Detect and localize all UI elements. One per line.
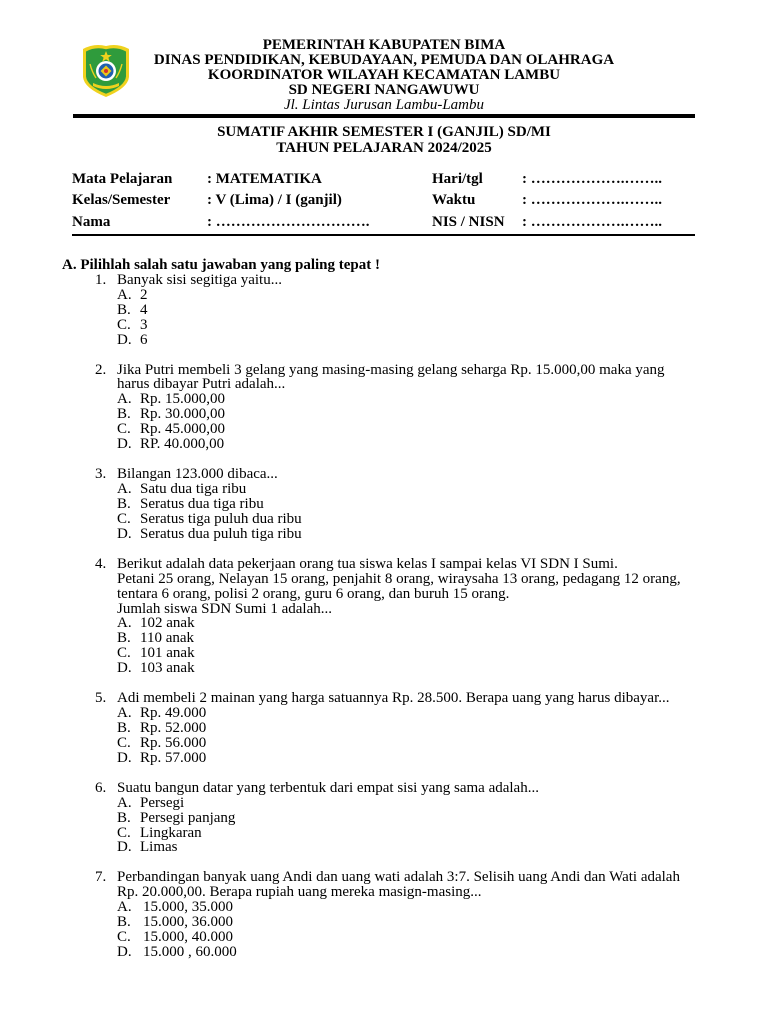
question-text: Perbandingan banyak uang Andi dan uang wati adalah 3:7. Selisih uang Andi dan Wati adalah [117, 869, 680, 886]
option-letter: C. [117, 824, 131, 841]
coordinator-name: KOORDINATOR WILAYAH KECAMATAN LAMBU [207, 67, 561, 83]
question-text: Adi membeli 2 mainan yang harga satuannya Rp. 28.500. Berapa uang yang harus dibayar... [117, 690, 670, 707]
option-c [117, 422, 665, 437]
option-c [117, 318, 282, 333]
option-text: 15.000, 35.000 [143, 899, 233, 916]
option-letter: C. [117, 645, 131, 662]
time-label: Waktu [432, 192, 476, 208]
option-text: Limas [140, 839, 178, 856]
question-number: 3. [95, 466, 107, 483]
question-text: tentara 6 orang, polisi 2 orang, guru 6 orang, dan buruh 15 orang. [117, 585, 510, 602]
question-number: 2. [95, 361, 107, 378]
option-letter: D. [117, 525, 132, 542]
exam-title: SUMATIF AKHIR SEMESTER I (GANJIL) SD/MI [217, 124, 551, 140]
class-label: Kelas/Semester [72, 192, 171, 208]
option-text: Rp. 56.000 [140, 734, 207, 751]
option-text: Rp. 52.000 [140, 720, 207, 736]
option-text: Rp. 45.000,00 [140, 421, 226, 438]
option-text: Persegi [140, 794, 185, 811]
question-number: 1. [95, 271, 107, 288]
option-text: 2 [140, 286, 148, 303]
option-text: 15.000, 36.000 [143, 914, 233, 931]
option-d [117, 527, 302, 542]
student-id-label: NIS / NISN [432, 214, 505, 230]
option-a [117, 392, 665, 407]
question-7 [0, 870, 768, 960]
option-b [117, 303, 282, 318]
option-c [117, 826, 539, 841]
option-letter: A. [117, 481, 132, 498]
question-body [117, 781, 539, 856]
option-text: 110 anak [140, 630, 195, 647]
option-a [117, 288, 282, 303]
day-value: : ……………….…….. [522, 171, 662, 187]
option-c [117, 646, 681, 661]
class-value: : V (Lima) / I (ganjil) [207, 192, 342, 208]
option-letter: D. [117, 331, 132, 348]
option-text: 6 [140, 331, 148, 348]
day-label: Hari/tgl [432, 171, 483, 187]
question-body [117, 691, 670, 766]
option-letter: B. [117, 809, 131, 826]
subject-value: : MATEMATIKA [207, 171, 322, 187]
option-letter: B. [117, 630, 131, 647]
question-number: 6. [95, 779, 107, 796]
letterhead-divider [73, 114, 695, 118]
option-letter: A. [117, 705, 132, 722]
info-row-subject [0, 172, 768, 187]
question-1 [0, 273, 768, 348]
section-a [0, 258, 768, 975]
option-letter: C. [117, 316, 131, 333]
government-name: PEMERINTAH KABUPATEN BIMA [262, 37, 506, 53]
question-text: Petani 25 orang, Nelayan 15 orang, penjahit 8 orang, wiraysaha 13 orang, pedagang 12 orang, [117, 570, 681, 587]
option-text: Seratus tiga puluh dua ribu [140, 510, 302, 527]
question-2 [0, 363, 768, 453]
option-b [117, 915, 680, 930]
option-text: 15.000 , 60.000 [143, 944, 237, 961]
question-3 [0, 467, 768, 542]
question-text: Jika Putri membeli 3 gelang yang masing-masing gelang seharga Rp. 15.000,00 maka yang [117, 361, 665, 378]
option-text: 4 [140, 301, 148, 318]
option-letter: B. [117, 406, 131, 423]
section-a-title: A. Pilihlah salah satu jawaban yang paling tepat ! [62, 257, 380, 273]
option-b [117, 497, 302, 512]
option-letter: A. [117, 286, 132, 303]
info-divider [72, 234, 695, 236]
option-letter: B. [117, 720, 131, 736]
option-text: Rp. 57.000 [140, 749, 207, 766]
question-body [117, 363, 665, 453]
option-b [117, 811, 539, 826]
option-text: Rp. 30.000,00 [140, 406, 226, 423]
option-d [117, 840, 539, 855]
option-c [117, 512, 302, 527]
option-text: Rp. 49.000 [140, 705, 207, 722]
option-letter: A. [117, 899, 132, 916]
question-body [117, 467, 302, 542]
option-b [117, 631, 681, 646]
option-letter: D. [117, 944, 132, 961]
option-text: 103 anak [140, 660, 195, 677]
student-id-value: : ……………….…….. [522, 214, 662, 230]
option-letter: C. [117, 510, 131, 527]
info-row-class [0, 193, 768, 208]
option-a [117, 796, 539, 811]
option-text: Rp. 15.000,00 [140, 391, 226, 408]
option-letter: C. [117, 734, 131, 751]
school-name: SD NEGERI NANGAWUWU [288, 82, 480, 98]
question-text: Bilangan 123.000 dibaca... [117, 466, 278, 483]
department-name: DINAS PENDIDIKAN, KEBUDAYAAN, PEMUDA DAN OLAHRAGA [153, 52, 615, 68]
question-text: harus dibayar Putri adalah... [117, 376, 286, 393]
option-letter: D. [117, 839, 132, 856]
time-value: : ……………….…….. [522, 192, 662, 208]
question-body [117, 273, 282, 348]
option-a [117, 900, 680, 915]
option-text: Lingkaran [140, 824, 202, 841]
option-text: Seratus dua tiga ribu [140, 495, 264, 512]
option-letter: A. [117, 794, 132, 811]
option-letter: C. [117, 929, 131, 946]
option-text: 101 anak [140, 645, 195, 662]
option-d [117, 751, 670, 766]
school-address: Jl. Lintas Jurusan Lambu-Lambu [283, 97, 485, 113]
question-body [117, 557, 681, 677]
option-text: 102 anak [140, 615, 195, 632]
option-d [117, 437, 665, 452]
question-6 [0, 781, 768, 856]
option-letter: D. [117, 749, 132, 766]
option-c [117, 736, 670, 751]
option-letter: A. [117, 615, 132, 632]
question-number: 5. [95, 690, 107, 707]
academic-year: TAHUN PELAJARAN 2024/2025 [276, 140, 492, 156]
option-b [117, 721, 670, 736]
question-number: 7. [95, 869, 107, 886]
option-a [117, 706, 670, 721]
question-text: Suatu bangun datar yang terbentuk dari empat sisi yang sama adalah... [117, 779, 539, 796]
option-a [117, 616, 681, 631]
option-letter: D. [117, 660, 132, 677]
name-label: Nama [72, 214, 111, 230]
option-text: 15.000, 40.000 [143, 929, 233, 946]
option-text: RP. 40.000,00 [140, 436, 225, 453]
option-text: Seratus dua puluh tiga ribu [140, 525, 302, 542]
option-d [117, 333, 282, 348]
question-5 [0, 691, 768, 766]
option-letter: B. [117, 914, 131, 931]
option-letter: A. [117, 391, 132, 408]
question-text: Jumlah siswa SDN Sumi 1 adalah... [117, 600, 332, 617]
option-letter: B. [117, 495, 131, 512]
subject-label: Mata Pelajaran [72, 171, 173, 187]
question-text: Rp. 20.000,00. Berapa rupiah uang mereka masign-masing... [117, 884, 482, 901]
option-text: 3 [140, 316, 148, 333]
question-4 [0, 557, 768, 677]
option-d [117, 661, 681, 676]
option-c [117, 930, 680, 945]
info-row-name [0, 215, 768, 230]
letterhead [0, 38, 768, 113]
question-text: Banyak sisi segitiga yaitu... [117, 271, 282, 288]
option-text: Satu dua tiga ribu [140, 481, 247, 498]
question-body [117, 870, 680, 960]
option-b [117, 407, 665, 422]
option-text: Persegi panjang [140, 809, 236, 826]
option-d [117, 945, 680, 960]
option-letter: D. [117, 436, 132, 453]
option-letter: B. [117, 301, 131, 318]
question-number: 4. [95, 555, 107, 572]
name-value: : …………………………. [207, 214, 370, 230]
question-text: Berikut adalah data pekerjaan orang tua siswa kelas I sampai kelas VI SDN I Sumi. [117, 555, 618, 572]
option-a [117, 482, 302, 497]
option-letter: C. [117, 421, 131, 438]
